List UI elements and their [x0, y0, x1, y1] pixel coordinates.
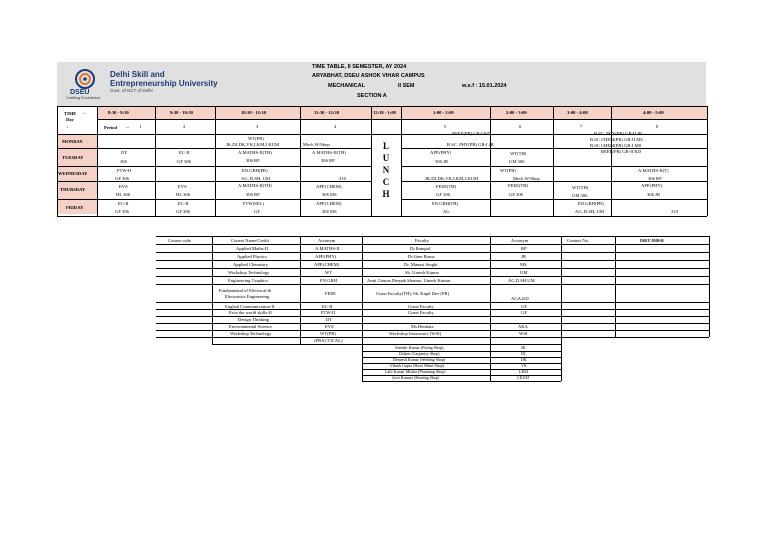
class-cell: 306 RP	[648, 176, 662, 181]
faculty-acronym: GF	[521, 310, 527, 315]
class-cell: EC-II	[179, 150, 190, 155]
class-cell: A.MATHS-II(TH)	[312, 150, 346, 155]
instructor-acronym: LKM	[519, 369, 528, 374]
class-cell: B.SC CHEM(PR) GR-I MS	[590, 143, 642, 148]
faculty-name: Guest Faculty	[408, 310, 434, 315]
class-cell: BEEE(PR) GR-I KD	[452, 131, 491, 136]
instructor-name: Daljeet (Carpentry Shop)	[399, 351, 440, 356]
class-cell: EN.GRH(PR)	[578, 201, 604, 206]
instructor-acronym: DJ	[521, 351, 526, 356]
class-cell: A.MATHS-II(TH)	[238, 150, 272, 155]
course-name: English Communication-II	[225, 304, 275, 309]
course-name: Applied Physics	[237, 254, 267, 259]
class-cell: A.MATHS-II(T)	[638, 168, 669, 173]
class-cell: FTW(SEL)	[243, 201, 264, 206]
instructor-name: Jyoti Kumari (Painting Shop)	[392, 375, 440, 380]
faculty-name: Sh. Umesh Kumar	[405, 270, 440, 275]
class-cell: JK,DJ,DK,VK,LKM,J.KUM	[425, 176, 479, 181]
period-number: 5	[444, 124, 447, 129]
course-acronym: DT	[326, 317, 333, 322]
section-name: SECTION A	[357, 93, 387, 99]
tagline: Crafting Excellence	[66, 95, 101, 100]
faculty-name: Amit Gaurav,Deepak Sharma, Umesh Kumar	[367, 278, 451, 283]
instructor-acronym: VK	[521, 363, 527, 368]
course-name: Applied Chemistry	[233, 262, 269, 267]
class-cell: FEEE(TH)	[436, 184, 457, 189]
faculty-acronym: MS	[520, 262, 527, 267]
time-slot: 9:30 - 10:30	[170, 110, 193, 115]
class-cell: AG	[443, 209, 450, 214]
course-acronym: EN.GRH	[320, 278, 337, 283]
instructor-acronym: J.KUM	[517, 375, 529, 380]
faculty-acronym: AKA	[518, 324, 528, 329]
class-cell: EN.GRH(PR)	[242, 168, 268, 173]
period-number: 1	[139, 124, 142, 129]
course-acronym: APP.(CHEM)	[314, 262, 340, 267]
period-number: 8	[656, 124, 659, 129]
course-col-header: Contact No.	[567, 238, 590, 243]
class-cell: EC-II	[118, 201, 129, 206]
faculty-name: Workshop Instructors (WSI)	[389, 331, 442, 336]
class-cell: FTW-II	[117, 168, 132, 173]
course-acronym: (PRACTICAL)	[314, 338, 343, 343]
day-label: TUESDAY	[62, 155, 84, 160]
time-slot: 3:00 - 4:00	[567, 110, 588, 115]
faculty-name: Dr.Jiten Barua	[408, 254, 435, 259]
course-col-header: Faculty	[415, 238, 429, 243]
faculty-acronym: RP	[521, 246, 527, 251]
course-acronym: FTW-II	[321, 310, 336, 315]
corner-time-label: TIME	[64, 111, 77, 116]
class-cell: 306 MS	[322, 192, 337, 197]
class-cell: JK,DJ,DK,VK,LKM,J.KUM	[226, 142, 280, 147]
course-name: Engineering Graphics	[228, 278, 269, 283]
faculty-acronym: AGA,KD	[511, 296, 529, 301]
course-acronym: APP.(PHY)	[315, 254, 337, 259]
class-cell: DT	[121, 150, 128, 155]
time-slot: 10:30 - 11:30	[241, 110, 267, 115]
period-number: 6	[519, 124, 522, 129]
course-acronym: A.MATHS-II	[315, 246, 340, 251]
time-slot: 1:00 - 2:00	[433, 110, 454, 115]
class-cell: HL 306	[116, 192, 130, 197]
class-cell: GF 306	[436, 192, 450, 197]
course-name: Workshop Technology	[228, 270, 270, 275]
period-number: 2	[183, 124, 186, 129]
class-cell: GF 306	[115, 176, 129, 181]
arrow-right-icon: →	[125, 124, 130, 129]
class-cell: GF	[254, 209, 260, 214]
course-col-header: Acronym	[318, 238, 336, 243]
class-cell: BEEE(PR) GR-II KD	[601, 149, 642, 154]
period-number: 7	[580, 124, 583, 129]
faculty-acronym: AG,D.SH,UM	[508, 278, 535, 283]
class-cell: B.SC CHEM(PR) GR-II MS	[590, 137, 643, 142]
class-cell: UM 306	[572, 193, 588, 198]
course-acronym: WT(PR)	[320, 331, 336, 336]
class-cell: 310	[339, 176, 346, 181]
arrow-down-icon: ↓	[66, 124, 69, 129]
instructor-name: Vikash Gupta (Sheet Metal Shop)	[390, 363, 444, 368]
class-cell: B.SC. PHY(PR) GR-I JB	[447, 142, 494, 147]
period-number: 3	[256, 124, 259, 129]
instructor-name: Deepesh Kumar (Welding Shop)	[393, 357, 446, 362]
faculty-name: Dr.Rampal	[410, 246, 431, 251]
time-slot: 12:30 - 1:00	[373, 110, 396, 115]
faculty-name: Ms.Hemlata	[411, 324, 434, 329]
class-cell: GF 306	[177, 159, 191, 164]
class-cell: Mech.W/Shop	[513, 176, 540, 181]
course-name: Fundamental of Electrical &	[219, 288, 272, 293]
class-cell: GF 306	[509, 192, 523, 197]
class-cell: GF 306	[115, 209, 129, 214]
course-name: Face the world skills-II	[229, 310, 272, 315]
class-cell: WT(PR)	[248, 136, 264, 141]
class-cell: WT(PR)	[500, 168, 516, 173]
time-slot: 4:00 - 5:00	[643, 110, 664, 115]
instructor-acronym: DK	[521, 357, 527, 362]
time-slot: 11:30 - 12:30	[314, 110, 340, 115]
course-name: Design Thinking	[238, 317, 269, 322]
class-cell: 306	[120, 159, 127, 164]
course-name: Electronics Engineering	[225, 294, 270, 299]
faculty-acronym: WSI	[519, 331, 528, 336]
course-name: Workshop Technology	[230, 331, 272, 336]
time-slot: 2:00 - 3:00	[506, 110, 527, 115]
class-cell: AG, D.SH, UM	[241, 176, 270, 181]
class-cell: UM 306	[509, 159, 525, 164]
lunch-label: L U N C H	[382, 141, 390, 199]
faculty-name: Guest Faculty	[408, 304, 434, 309]
time-slot: 8:30 - 9:30	[108, 110, 129, 115]
class-cell: 306 JB	[435, 159, 448, 164]
class-cell: WT(TH)	[572, 185, 589, 190]
class-cell: 306 RP	[246, 192, 260, 197]
class-cell: APP.(PHY)	[430, 150, 452, 155]
class-cell: 306 JB	[647, 192, 660, 197]
day-label: FRIDAY	[66, 205, 84, 210]
course-col-header: Acronym	[511, 238, 529, 243]
class-cell: APP.(CHEM)	[316, 201, 342, 206]
class-cell: APP.(PHY)	[641, 183, 663, 188]
instructor-acronym: JK	[521, 345, 526, 350]
wef-date: w.e.f : 15.01.2024	[462, 83, 507, 89]
instructor-name: Lalit Kumar Mishra (Plumbing Shop)	[385, 369, 446, 374]
course-name: Applied Maths-II	[236, 246, 269, 251]
class-cell: GF 306	[176, 209, 190, 214]
class-cell: EC-II	[178, 201, 189, 206]
timetable-title: TIME TABLE, II SEMESTER, AY 2024	[312, 64, 407, 70]
course-acronym: WT	[325, 270, 333, 275]
university-name: Delhi Skill and Entrepreneurship University Govt. of NCT of Delhi	[110, 70, 218, 93]
class-cell: FEEE(TH)	[508, 183, 529, 188]
class-cell: AG, D.SH, UM	[575, 209, 604, 214]
faculty-name: Dr. Manasi Singhi	[404, 262, 438, 267]
course-acronym: EC-II	[322, 304, 333, 309]
corner-day-label: Day	[66, 117, 74, 122]
class-cell: HL 306	[176, 192, 190, 197]
day-label: THURSDAY	[60, 187, 86, 192]
class-cell: 310	[671, 209, 678, 214]
class-cell: A.MATHS-II(TH)	[238, 183, 272, 188]
faculty-name: Guest Faculty(TH), Sh. Kapil Dev (PR)	[376, 291, 450, 296]
arrow-right-icon: →	[82, 110, 87, 115]
class-cell: 306 RP	[246, 158, 260, 163]
course-acronym: FEEE	[325, 291, 336, 296]
class-cell: EVS	[178, 184, 187, 189]
faculty-acronym: UM	[520, 270, 528, 275]
class-cell: 306 MS	[322, 209, 337, 214]
class-cell: EN.GRH(TH)	[432, 201, 459, 206]
day-label: WEDNESDAY	[58, 171, 88, 176]
class-cell: APP.(CHEM)	[316, 184, 342, 189]
faculty-acronym: JB	[521, 254, 526, 259]
branch-name: MECHANICAL	[328, 83, 365, 89]
class-cell: WT(TH)	[510, 151, 527, 156]
period-number: 4	[334, 124, 337, 129]
corner-period-label: Period	[104, 125, 118, 130]
course-col-header: Course code	[168, 238, 191, 243]
class-cell: B.SC. PHY(PR) GR-II JB	[594, 131, 643, 136]
class-cell: EVS	[119, 184, 128, 189]
course-col-header: DSEU 0500-B	[640, 238, 664, 243]
day-label: MONDAY	[62, 139, 83, 144]
faculty-acronym: GF	[521, 304, 527, 309]
course-acronym: EVS	[325, 324, 334, 329]
class-cell: 306 RP	[321, 158, 335, 163]
semester: II SEM	[398, 83, 415, 89]
class-cell: Mech.W/Shop	[303, 142, 330, 147]
campus-name: ARYABHAT, DSEU ASHOK VIHAR CAMPUS	[312, 73, 425, 79]
logo-text: DSEU	[70, 89, 90, 96]
course-name: Environmental Science	[229, 324, 272, 329]
course-col-header: Course Name/Credit	[231, 238, 269, 243]
instructor-name: Jitender Kumar (Fitting Shop)	[395, 345, 444, 350]
